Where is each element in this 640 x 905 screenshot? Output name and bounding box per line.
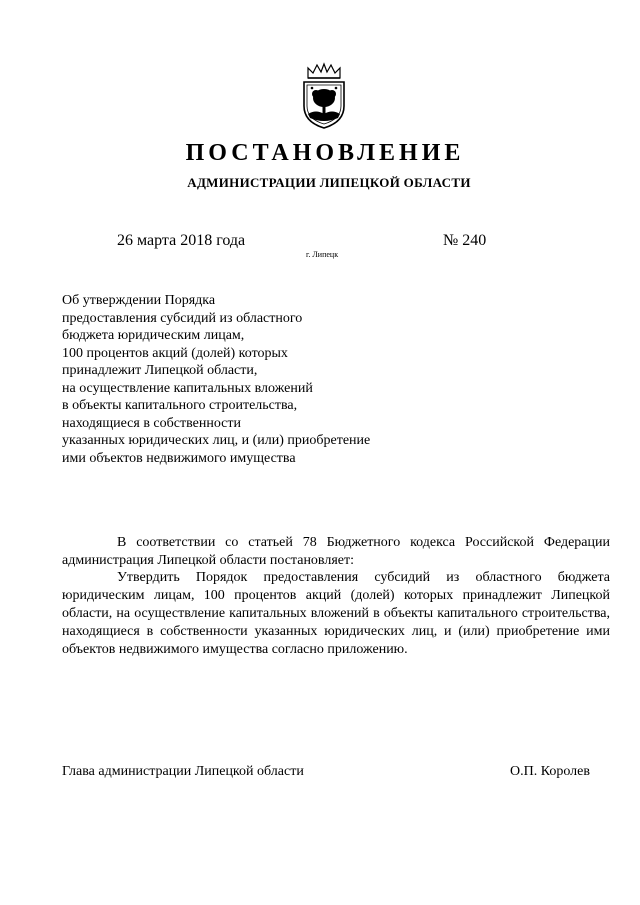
subject-line: находящиеся в собственности [62, 415, 241, 431]
signatory-position: Глава администрации Липецкой области [62, 764, 304, 779]
subject-line: бюджета юридическим лицам, [62, 328, 245, 343]
body-paragraph-resolution: Утвердить Порядок предоставления субсидий из областного бюджета юридическим лицам, 100 процентов акций (долей) которых принадлежит Липецкой области, на осуществление капитальных вложений в объекты капитального строительства, находящиеся в собственности указанных юридических лиц, и (или) приобретение ими объектов недвижимого имущества согласно приложению. [62, 570, 610, 657]
subject-line: принадлежит Липецкой области, [62, 363, 258, 378]
subject-line: ими объектов недвижимого имущества [62, 450, 296, 466]
subject-line: 100 процентов акций (долей) которых [62, 345, 288, 361]
document-number: № 240 [443, 232, 487, 249]
document-subject [62, 292, 422, 467]
subject-line: предоставления субсидий из областного [62, 310, 303, 326]
document-city: г. Липецк [306, 250, 339, 259]
document-date: 26 марта 2018 года [117, 232, 246, 249]
subject-line: Об утверждении Порядка [62, 293, 216, 308]
subject-line: в объекты капитального строительства, [62, 398, 298, 413]
subject-line: указанных юридических лиц, и (или) приобретение [62, 433, 371, 448]
document-title: ПОСТАНОВЛЕНИЕ [185, 140, 465, 166]
subject-line: на осуществление капитальных вложений [62, 380, 313, 396]
document-subtitle: АДМИНИСТРАЦИИ ЛИПЕЦКОЙ ОБЛАСТИ [187, 175, 471, 190]
body-paragraph-legal-basis: В соответствии со статьей 78 Бюджетного кодекса Российской Федерации администрация Липецкой области постановляет: [62, 535, 610, 568]
signatory-name: О.П. Королев [510, 764, 590, 779]
coat-of-arms-icon [298, 62, 350, 130]
